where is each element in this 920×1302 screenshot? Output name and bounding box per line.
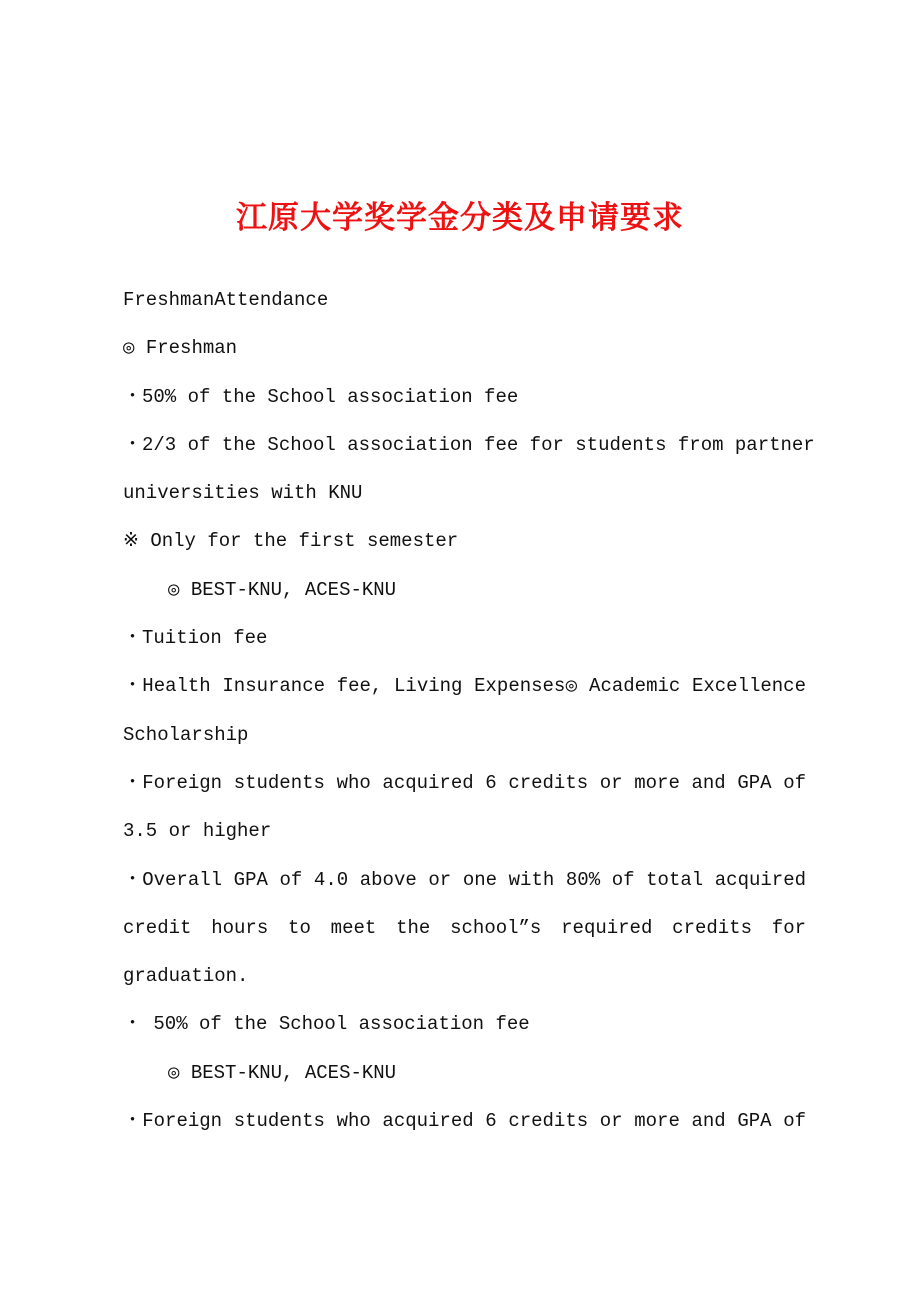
bullet-item: ・Foreign students who acquired 6 credits or more and GPA of xyxy=(123,1110,806,1133)
paragraph-line: FreshmanAttendance xyxy=(123,289,329,311)
bullet-item: ・Foreign students who acquired 6 credits or more and GPA of xyxy=(123,771,806,794)
paragraph-line: Scholarship xyxy=(123,723,249,746)
bullet-item: ・Overall GPA of 4.0 above or one with 80% of total acquired xyxy=(123,868,806,891)
document-title: 江原大学奖学金分类及申请要求 xyxy=(236,200,684,236)
bullet-item: ・50% of the School association fee xyxy=(123,385,519,408)
bullet-item: ・2/3 of the School association fee for students from partner xyxy=(123,433,815,456)
bullet-item: ・Health Insurance fee, Living Expenses◎ Academic Excellence xyxy=(123,675,806,698)
note-line: ※ Only for the first semester xyxy=(123,530,459,553)
section-heading-best-knu: ◎ BEST-KNU, ACES-KNU xyxy=(168,1061,397,1084)
bullet-item: ・Tuition fee xyxy=(123,627,268,650)
paragraph-line: 3.5 or higher xyxy=(123,820,272,843)
paragraph-line: credit hours to meet the school”s required credits for xyxy=(123,916,806,939)
document-body xyxy=(123,276,815,1145)
paragraph-line: universities with KNU xyxy=(123,482,363,505)
section-heading-best-knu: ◎ BEST-KNU, ACES-KNU xyxy=(168,578,397,601)
paragraph-line: graduation. xyxy=(123,965,249,988)
section-heading-freshman: ◎ Freshman xyxy=(123,337,238,360)
bullet-item: ・ 50% of the School association fee xyxy=(123,1013,530,1036)
